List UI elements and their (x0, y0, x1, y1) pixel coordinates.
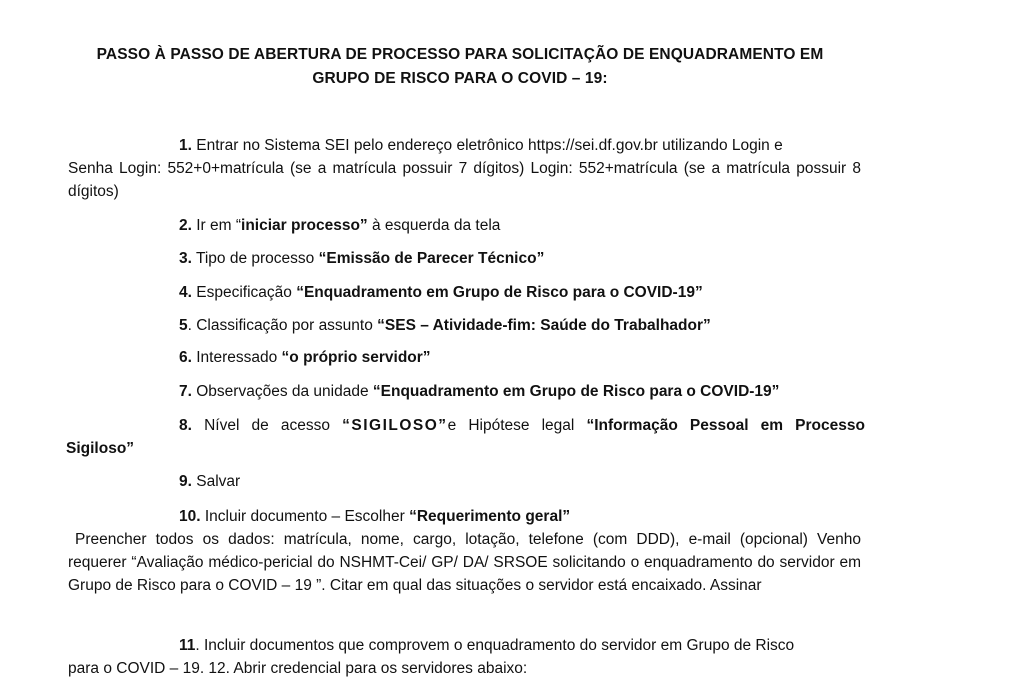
step-10-number: 10. (179, 508, 201, 525)
step-6 (179, 346, 869, 369)
step-11-text: . Incluir documentos que comprovem o enquadramento do servidor em Grupo de Risco (195, 637, 795, 654)
step-4-text: Especificação (191, 284, 297, 301)
step-7-text: Observações da unidade (191, 383, 373, 400)
step-8-text-mid: e Hipótese legal (447, 417, 587, 434)
step-2 (179, 214, 869, 237)
step-3 (179, 247, 869, 270)
step-8-continuation: Sigiloso” (66, 440, 135, 457)
step-1-text: Entrar no Sistema SEI pelo endereço eletrônico https://sei.df.gov.br utilizando Login e (191, 137, 783, 154)
step-11-continuation: para o COVID – 19. 12. Abrir credencial para os servidores abaixo: (68, 660, 528, 677)
step-9 (179, 470, 869, 493)
step-1-number: 1. (179, 137, 192, 154)
step-5-text: . Classificação por assunto (187, 317, 378, 334)
step-2-number: 2. (179, 217, 192, 234)
step-5-number: 5 (179, 317, 188, 334)
step-2-text: Ir em “ (191, 217, 242, 234)
step-10-bold: “Requerimento geral” (409, 508, 571, 525)
step-8-bold-access: “SIGILOSO” (342, 417, 448, 434)
step-10-continuation: Preencher todos os dados: matrícula, nome, cargo, lotação, telefone (com DDD), e-mail (opcional) Venho requerer “Avaliação médico-pericial do NSHMT-Cei/ GP/ DA/ SRSOE solicitando o enquadramento do servidor em Grupo de Risco para o COVID – 19 ”. Citar em qual das situações o servidor está encaixado. Assinar (68, 531, 861, 594)
step-1-continuation: Senha Login: 552+0+matrícula (se a matrícula possuir 7 dígitos) Login: 552+matrícula (se a matrícula possuir 8 dígitos) (68, 160, 861, 200)
step-10 (179, 505, 869, 528)
step-6-bold: “o próprio servidor” (281, 349, 431, 366)
step-2-bold: iniciar processo” (241, 217, 368, 234)
step-8-number: 8. (179, 417, 192, 434)
step-11 (179, 634, 869, 657)
step-7-bold: “Enquadramento em Grupo de Risco para o COVID-19” (372, 383, 780, 400)
step-5 (179, 314, 869, 337)
step-3-text: Tipo de processo (191, 250, 319, 267)
step-8-text: Nível de acesso (191, 417, 343, 434)
step-1 (179, 134, 869, 157)
step-2-text-end: à esquerda da tela (367, 217, 501, 234)
step-3-number: 3. (179, 250, 192, 267)
step-5-bold: “SES – Atividade-fim: Saúde do Trabalhador” (377, 317, 711, 334)
step-7-number: 7. (179, 383, 192, 400)
step-4-number: 4. (179, 284, 192, 301)
step-4 (179, 281, 869, 304)
step-3-bold: “Emissão de Parecer Técnico” (318, 250, 545, 267)
step-4-bold: “Enquadramento em Grupo de Risco para o COVID-19” (296, 284, 703, 301)
document-title-line-1: PASSO À PASSO DE ABERTURA DE PROCESSO PARA SOLICITAÇÃO DE ENQUADRAMENTO EM (96, 46, 824, 63)
step-11-number: 11 (179, 637, 196, 654)
step-8 (179, 414, 865, 437)
step-8-bold-legal: “Informação Pessoal em Processo (586, 417, 865, 434)
step-9-number: 9. (179, 473, 192, 490)
step-6-text: Interessado (191, 349, 282, 366)
step-9-text: Salvar (191, 473, 241, 490)
document-title-line-2: GRUPO DE RISCO PARA O COVID – 19: (312, 70, 608, 87)
step-6-number: 6. (179, 349, 192, 366)
step-7 (179, 380, 869, 403)
step-10-text: Incluir documento – Escolher (200, 508, 410, 525)
